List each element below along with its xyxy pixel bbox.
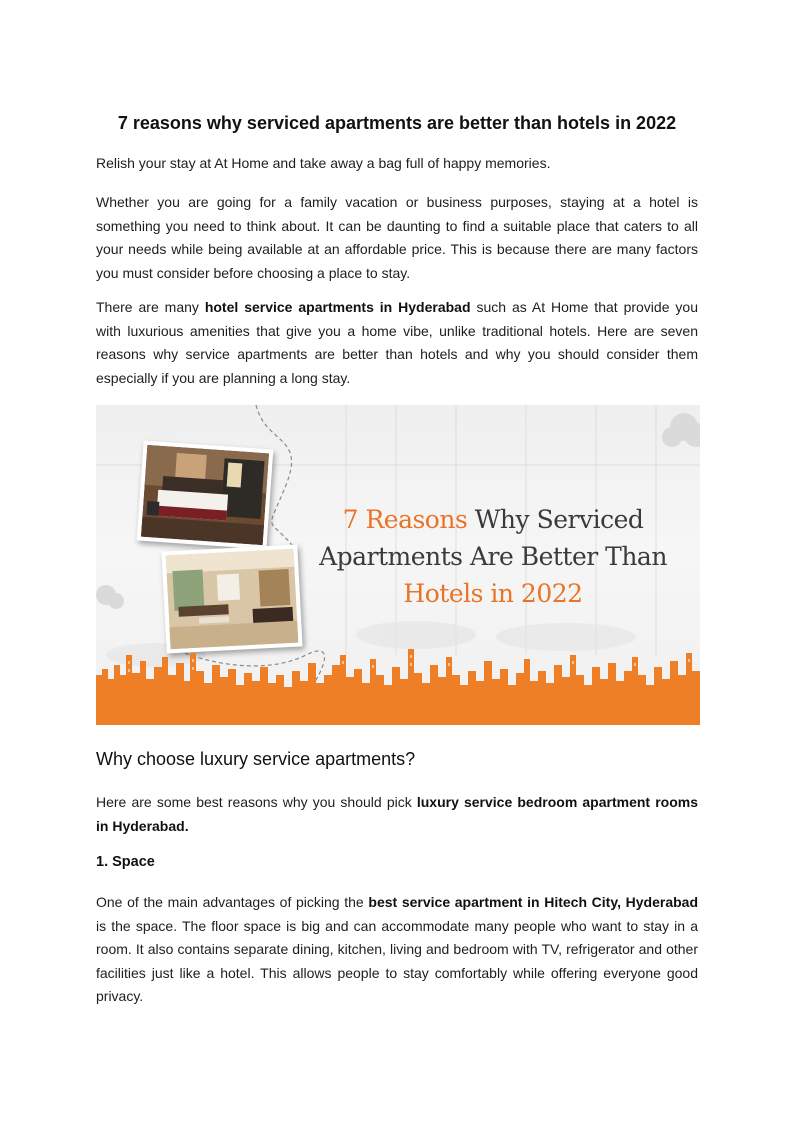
city-skyline-icon (96, 645, 700, 725)
banner-image (96, 405, 700, 725)
text-run: such as At Home that provide you with luxurious amenities that give you a home vibe, unlike traditional hotels. Here are seven reasons why service apartments are better than hotels and why you should consider them especially if you are planning a long stay. (96, 299, 698, 386)
whether-paragraph: Whether you are going for a family vacation or business purposes, staying at a hotel is something you need to think about. It can be daunting to find a suitable place that caters to all your needs while being available at an affordable price. This is because there are many factors you must consider before choosing a place to stay. (96, 194, 698, 281)
headline-line-1 (298, 501, 688, 538)
bedroom-illustration-icon (141, 445, 269, 545)
space-paragraph (96, 891, 698, 1009)
headline-text: Why Serviced (467, 505, 644, 534)
bedroom-photo (137, 441, 274, 550)
intro-paragraph: Relish your stay at At Home and take away a bag full of happy memories. (96, 155, 551, 171)
reasons-paragraph (96, 791, 698, 838)
headline-line-3: Hotels in 2022 (403, 579, 583, 608)
living-room-illustration-icon (166, 549, 299, 650)
headline-accent: 7 Reasons (342, 505, 468, 534)
text-run: is the space. The floor space is big and can accommodate many people who want to stay in a room. It also contains separate dining, kitchen, living and bedroom with TV, refrigerator and other facilities just like a hotel. This allows people to stay comfortably while offering everyone good privacy. (96, 917, 698, 1004)
point-heading-space: 1. Space (96, 854, 155, 870)
text-run: Here are some best reasons why you should pick (96, 794, 417, 810)
section-heading: Why choose luxury service apartments? (96, 749, 416, 769)
banner-headline (298, 501, 688, 612)
bold-link-text: luxury service bedroom apartment rooms in Hyderabad. (96, 794, 698, 834)
text-run: There are many (96, 299, 205, 315)
bold-link-text: best service apartment in Hitech City, Hyderabad (368, 894, 699, 910)
living-room-photo (161, 545, 302, 654)
headline-line-2: Apartments Are Better Than (319, 542, 667, 571)
hotel-service-paragraph (96, 296, 698, 390)
document-title: 7 reasons why serviced apartments are better than hotels in 2022 (117, 113, 677, 133)
text-run: One of the main advantages of picking the (96, 894, 369, 910)
bold-link-text: hotel service apartments in Hyderabad (204, 299, 471, 315)
